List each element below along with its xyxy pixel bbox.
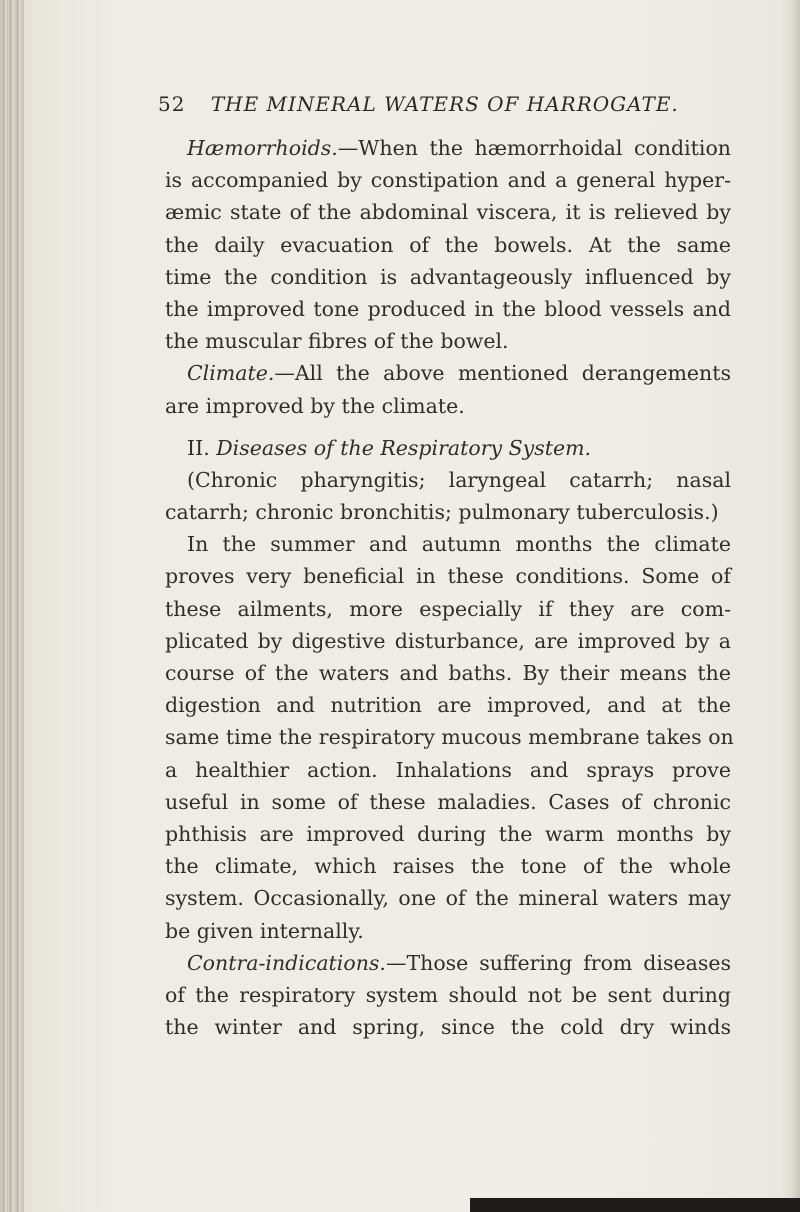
running-title: THE MINERAL WATERS OF HARROGATE. — [210, 92, 679, 116]
paragraph-line: plicated by digestive disturbance, are improved by a — [165, 628, 731, 653]
paragraph-line: æmic state of the abdominal viscera, it is relieved by — [165, 200, 731, 225]
section-title: Diseases of the Respiratory System. — [216, 435, 592, 460]
paragraph-line: the muscular fibres of the bowel. — [165, 329, 509, 354]
paragraph-line: Contra-indications.—Those suffering from diseases — [187, 950, 731, 975]
paragraph-line: proves very beneficial in these conditions. Some of — [165, 564, 731, 589]
paragraph-line: phthisis are improved during the warm months by — [165, 821, 731, 846]
section-numeral: II. — [187, 435, 210, 460]
paragraph-line: a healthier action. Inhalations and sprays prove — [165, 757, 731, 782]
section-label-climate: Climate. — [187, 361, 275, 386]
paragraph-line: the daily evacuation of the bowels. At the same — [165, 232, 731, 257]
paragraph-line: the winter and spring, since the cold dry winds — [165, 1015, 731, 1040]
paragraph-line: are improved by the climate. — [165, 393, 465, 418]
binding-gutter — [0, 0, 24, 1212]
paragraph-line: Hæmorrhoids.—When the hæmorrhoidal condition — [187, 136, 731, 160]
paragraph-line: system. Occasionally, one of the mineral waters may — [165, 886, 731, 911]
paragraph-line: useful in some of these maladies. Cases of chronic — [165, 789, 731, 814]
paragraph-line: time the condition is advantageously influenced by — [165, 264, 731, 289]
paragraph-line: the improved tone produced in the blood vessels and — [165, 296, 731, 321]
paragraph-line: same time the respiratory mucous membrane takes on — [165, 725, 734, 750]
paragraph-line: is accompanied by constipation and a general hyper- — [165, 168, 731, 193]
paragraph-line: digestion and nutrition are improved, and at the — [165, 693, 731, 718]
page-edge — [792, 0, 800, 1212]
paragraph-line: Climate.—All the above mentioned derangements — [187, 361, 731, 386]
paragraph-line: be given internally. — [165, 918, 364, 943]
paragraph-line: (Chronic pharyngitis; laryngeal catarrh; nasal — [187, 467, 731, 492]
section-label-haemorrhoids: Hæmorrhoids. — [187, 136, 338, 160]
paragraph-line: course of the waters and baths. By their means the — [165, 661, 731, 685]
paragraph-line: the climate, which raises the tone of the whole — [165, 854, 731, 879]
page-bottom-edge — [470, 1198, 800, 1212]
section-label-contra: Contra-indications. — [187, 950, 386, 975]
paragraph-line: these ailments, more especially if they are com- — [165, 596, 731, 621]
paragraph-line: catarrh; chronic bronchitis; pulmonary tuberculosis.) — [165, 500, 719, 525]
section-heading — [165, 432, 731, 464]
paragraph-line: of the respiratory system should not be sent during — [165, 982, 731, 1007]
running-header — [158, 92, 718, 116]
body-text — [165, 132, 734, 1043]
page-number: 52 — [158, 92, 186, 116]
paragraph-line: In the summer and autumn months the climate — [187, 532, 731, 557]
